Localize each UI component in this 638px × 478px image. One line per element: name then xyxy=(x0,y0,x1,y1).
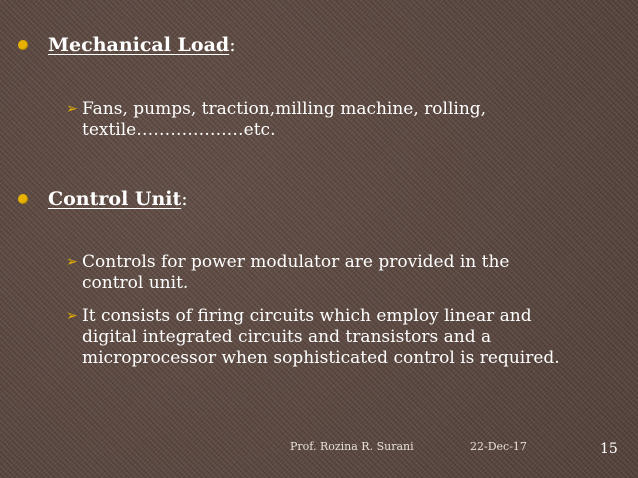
heading-colon: : xyxy=(181,188,188,210)
heading-title: Control Unit xyxy=(48,188,182,210)
heading-title: Mechanical Load xyxy=(48,34,230,56)
bullet-dot-icon xyxy=(18,194,28,204)
arrow-bullet-icon: ➢ xyxy=(66,101,78,117)
list-item-text: Fans, pumps, traction,milling machine, rolling, textile…………….…etc. xyxy=(82,99,487,140)
arrow-bullet-icon: ➢ xyxy=(66,254,78,270)
heading-control-unit xyxy=(18,188,188,210)
list-item xyxy=(66,306,586,369)
list-item-text: It consists of firing circuits which employ linear and digital integrated circuits and transistors and a microprocessor when sophisticated control is required. xyxy=(82,306,560,368)
list-item xyxy=(66,252,586,294)
list-item xyxy=(66,99,586,141)
footer-date: 22-Dec-17 xyxy=(470,440,527,453)
heading-colon: : xyxy=(229,34,236,56)
heading-mechanical-load xyxy=(18,34,236,56)
page-number: 15 xyxy=(600,441,618,457)
list-item-text: Controls for power modulator are provided in the control unit. xyxy=(82,252,510,293)
bullet-dot-icon xyxy=(18,40,28,50)
footer-author: Prof. Rozina R. Surani xyxy=(290,440,414,453)
arrow-bullet-icon: ➢ xyxy=(66,308,78,324)
